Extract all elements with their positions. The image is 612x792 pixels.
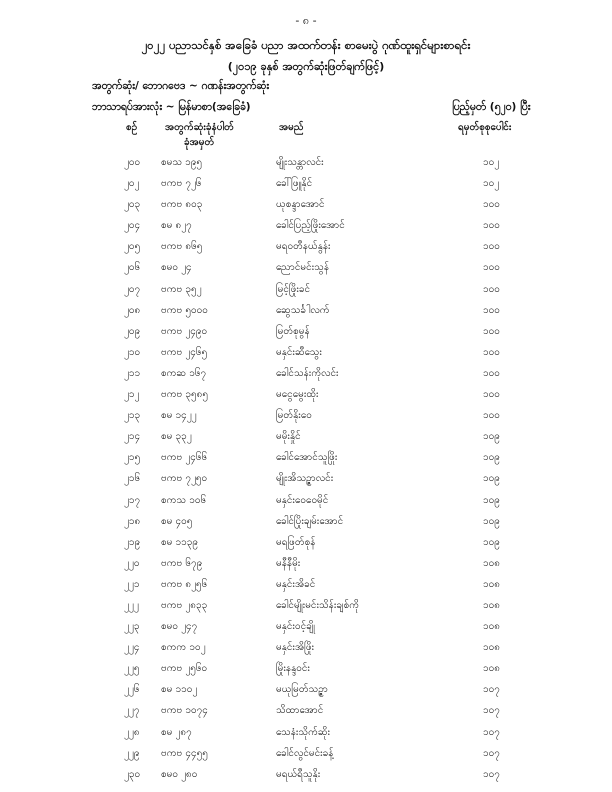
table-row: [0, 661, 612, 682]
serial-no-cell: ၂၂၉: [124, 747, 140, 759]
student-name-cell: မယုမြတ်သဥ္ဇာ: [276, 684, 328, 696]
student-name-cell: ခေါင်ပြည့်ဖြိုးအောင်: [276, 220, 345, 232]
serial-no-cell: ၂၂၃: [124, 621, 140, 633]
marks-cell: ၁၀၀: [483, 325, 500, 337]
table-row: [0, 746, 612, 767]
marks-cell: ၁၀၀: [483, 367, 500, 379]
table-row: [0, 682, 612, 703]
document-subtitle: (၂၀၁၉ ခုနှစ် အတွက်ဆုံးဖြတ်ချက်ဖြင့်): [227, 60, 385, 73]
marks-cell: ၁၀၉: [483, 515, 500, 527]
table-row: [0, 387, 612, 408]
header-roll-number-line2: ခုံအမှတ်: [184, 137, 215, 148]
marks-cell: ၁၀၈: [483, 621, 500, 633]
marks-cell: ၁၀၉: [483, 431, 500, 443]
roll-number-cell: ဗကဗ ၃၅၂: [161, 283, 202, 295]
student-name-cell: မရဖြတ်စုန်: [276, 536, 316, 548]
student-name-cell: မနှင်းအိဖြိုး: [276, 642, 315, 654]
student-name-cell: ခေါင်အောင်သူဖြိုး: [276, 452, 338, 464]
table-row: [0, 366, 612, 387]
roll-number-cell: စမ ၃၃၂: [161, 431, 192, 443]
roll-number-cell: ဗကဗ ၆၇၉: [161, 557, 203, 569]
roll-number-cell: ဗကဗ ၂၅၆၀: [161, 663, 208, 675]
table-row: [0, 282, 612, 303]
full-mark-label: ပြည့်မှတ် (၅၂၀) ပြီး: [452, 101, 531, 113]
student-name-cell: မနှင်းဝင့်ချို: [276, 621, 315, 633]
serial-no-cell: ၂၀၃: [124, 199, 141, 211]
table-row: [0, 239, 612, 260]
serial-no-cell: ၂၂၀: [124, 557, 140, 569]
table-row: [0, 577, 612, 598]
student-name-cell: မမိုးနှိုင်: [276, 431, 301, 443]
serial-no-cell: ၂၂၄: [124, 642, 140, 654]
student-name-cell: ခေါင်ပြိုးချမ်းအောင်: [276, 515, 344, 527]
student-name-cell: မြတ်စုမွန်: [276, 325, 310, 337]
student-name-cell: ခေါင်လွင်မင်းခန့်: [276, 747, 334, 759]
marks-cell: ၁၀၀: [483, 346, 500, 358]
header-total-marks: ရမှတ်စုစုပေါင်း: [458, 122, 512, 133]
serial-no-cell: ၂၂၂: [124, 599, 139, 611]
serial-no-cell: ၂၀၂: [124, 178, 140, 190]
roll-number-cell: ဗကဗ ၁၀၇၄: [161, 705, 208, 717]
serial-no-cell: ၂၁၆: [124, 473, 141, 485]
student-name-cell: သေနံးသိုက်ဆိုး: [276, 726, 331, 738]
student-name-cell: မြင့်ဖြိုးခင်: [276, 283, 311, 295]
table-row: [0, 197, 612, 218]
marks-cell: ၁၀၈: [483, 557, 500, 569]
student-name-cell: ခေါင်သန်းကိုလင်း: [276, 367, 339, 379]
marks-cell: ၁၀၇: [483, 705, 500, 717]
serial-no-cell: ၂၁၃: [124, 410, 141, 422]
student-name-cell: မနှင်းအိခင်: [276, 578, 316, 590]
roll-number-cell: ဗကဗ ၈၀၃: [161, 199, 203, 211]
marks-cell: ၁၀၀: [483, 389, 500, 401]
roll-number-cell: စမ ၁၁၀၂: [161, 684, 198, 696]
roll-number-cell: စမ ၄၀၅: [161, 515, 193, 527]
roll-number-cell: ဗကဗ ၂၄၉၀: [161, 325, 208, 337]
serial-no-cell: ၂၁၄: [124, 431, 141, 443]
roll-number-cell: ဗကဗ ၂၈၃၃: [161, 599, 208, 611]
table-row: [0, 725, 612, 746]
marks-cell: ၁၀၀: [483, 283, 500, 295]
marks-cell: ၁၀၀: [483, 304, 500, 316]
roll-number-cell: စကသ ၁၀၆: [161, 494, 207, 506]
serial-no-cell: ၂၁၉: [124, 536, 141, 548]
table-row: [0, 619, 612, 640]
roll-number-cell: စမဝ ၂၄၇: [161, 621, 198, 633]
serial-no-cell: ၂၀၇: [124, 283, 141, 295]
student-name-cell: မနှင်းဆီသွေး: [276, 346, 322, 358]
student-name-cell: ခေါင်မျိုးမင်းသိန်းချစ်ကို: [276, 599, 360, 611]
roll-number-cell: ဗကဗ ၃၅၈၅: [161, 389, 208, 401]
roll-number-cell: စမ ၂၈၇: [161, 726, 192, 738]
table-row: [0, 767, 612, 788]
student-name-cell: မြတ်နိုးဝေ: [276, 410, 312, 422]
marks-cell: ၁၀၈: [483, 599, 500, 611]
header-name: အမည်: [279, 122, 304, 133]
student-name-cell: မငွေမွေးထိုး: [276, 389, 319, 401]
roll-number-cell: စမ ၈၂၇: [161, 220, 192, 232]
table-row: [0, 640, 612, 661]
table-row: [0, 324, 612, 345]
marks-cell: ၁၀၇: [483, 747, 500, 759]
student-name-cell: မနီနီမိုး: [276, 557, 301, 569]
subject-heading: ဘာသာရပ်အားလုံး ~ မြန်မာစာ(အခြေခံ): [92, 101, 251, 113]
student-name-cell: မျိုးအိသဥ္ဇာလင်း: [276, 473, 334, 485]
header-serial-no: စဉ်: [126, 122, 138, 133]
roll-number-cell: စမ ၁၄၂၂: [161, 410, 197, 422]
serial-no-cell: ၂၀၆: [124, 262, 141, 274]
student-name-cell: သိထာအောင်: [276, 705, 324, 717]
serial-no-cell: ၂၁၂: [124, 389, 140, 401]
serial-no-cell: ၂၂၅: [124, 663, 140, 675]
marks-cell: ၁၀၇: [483, 684, 500, 696]
marks-cell: ၁၀၀: [483, 241, 500, 253]
marks-cell: ၁၀၇: [483, 768, 500, 780]
table-row: [0, 703, 612, 724]
roll-number-cell: ဗကဗ ၈၂၅၆: [161, 578, 208, 590]
roll-number-cell: စမသ ၁၉၅: [161, 157, 203, 168]
table-row: [0, 345, 612, 366]
serial-no-cell: ၂၃၀: [124, 768, 141, 780]
roll-number-cell: ဗကဗ ၂၄၆၅: [161, 346, 208, 358]
marks-cell: ၁၀၇: [483, 726, 500, 738]
marks-cell: ၁၀၉: [483, 536, 500, 548]
roll-number-cell: စမ ၁၁၃၉: [161, 536, 199, 548]
document-title: ၂၀၂၂ ပညာသင်နှစ် အခြေခံ ပညာ အထက်တန်း စာမေးပွဲ ဂုဏ်ထူးရှင်များစာရင်း: [141, 38, 471, 52]
serial-no-cell: ၂၀၈: [124, 304, 141, 316]
serial-no-cell: ၂၂၁: [124, 578, 140, 590]
serial-no-cell: ၂၁၈: [124, 515, 141, 527]
marks-cell: ၁၀၂: [483, 157, 500, 168]
roll-number-cell: ဗကဗ ၇၂၅၀: [161, 473, 208, 485]
table-row: [0, 218, 612, 239]
table-row: [0, 493, 612, 514]
marks-cell: ၁၀၈: [483, 663, 500, 675]
table-row: [0, 471, 612, 492]
serial-no-cell: ၂၀၀: [124, 157, 141, 168]
serial-no-cell: ၂၁၀: [124, 346, 141, 358]
roll-number-cell: စမဝ ၂၄: [161, 262, 192, 274]
serial-no-cell: ၂၀၉: [124, 325, 141, 337]
serial-no-cell: ၂၂၇: [124, 705, 140, 717]
table-row: [0, 176, 612, 197]
student-name-cell: ညောင်မင်းသွန်: [276, 262, 330, 274]
marks-cell: ၁၀၀: [483, 199, 500, 211]
student-name-cell: မြိုးနန္ဒဝင်း: [276, 663, 310, 675]
roll-number-cell: စကက ၁၀၂: [161, 642, 206, 654]
roll-number-cell: ဗကဗ ၇၂၆: [161, 178, 202, 190]
roll-number-cell: ဗကဗ ၄၄၅၅: [161, 747, 208, 759]
student-name-cell: မရယ်ရီသူနိုး: [276, 768, 321, 780]
table-row: [0, 408, 612, 429]
marks-cell: ၁၀၉: [483, 473, 500, 485]
page-number: - ၈ -: [295, 14, 317, 27]
student-name-cell: ယုစန္ဒာအောင်: [276, 199, 325, 211]
marks-cell: ၁၀၂: [483, 178, 500, 190]
table-row: [0, 429, 612, 450]
table-row: [0, 598, 612, 619]
header-roll-number: အတွက်ဆုံးခုံနံပါတ်: [165, 122, 234, 133]
student-name-cell: မနှင်းဝေဝေမိုင်: [276, 494, 329, 506]
roll-number-cell: စမဝ ၂၈၀: [161, 768, 198, 780]
marks-cell: ၁၀၀: [483, 220, 500, 232]
table-row: [0, 260, 612, 281]
table-row: [0, 556, 612, 577]
table-row: [0, 303, 612, 324]
serial-no-cell: ၂၀၄: [124, 220, 141, 232]
serial-no-cell: ၂၁၇: [124, 494, 141, 506]
marks-cell: ၁၀၈: [483, 578, 500, 590]
roll-number-cell: စကဆ ၁၆၇: [161, 367, 207, 379]
section-heading: အတွက်ဆုံး/ ဘောဂဗေဒ ~ ဂဏန်းအတွက်ဆုံး: [92, 80, 270, 92]
student-name-cell: ခေါ်ဖြူနိုင်: [276, 178, 313, 190]
student-name-cell: မရဝတီနယ်နွန်း: [276, 241, 331, 253]
marks-cell: ၁၀၉: [483, 494, 500, 506]
serial-no-cell: ၂၀၅: [124, 241, 141, 253]
table-row: [0, 155, 612, 176]
serial-no-cell: ၂၂၆: [124, 684, 140, 696]
roll-number-cell: ဗကဗ ၅၀၀၀: [161, 304, 208, 316]
serial-no-cell: ၂၂၈: [124, 726, 140, 738]
roll-number-cell: ဗကဗ ၈၆၅: [161, 241, 203, 253]
table-row: [0, 450, 612, 471]
marks-cell: ၁၀၀: [483, 262, 500, 274]
student-name-cell: မျိုးသန္တာလင်း: [276, 157, 324, 168]
results-table: [0, 155, 612, 788]
marks-cell: ၁၀၀: [483, 410, 500, 422]
serial-no-cell: ၂၁၁: [124, 367, 141, 379]
serial-no-cell: ၂၁၅: [124, 452, 141, 464]
table-row: [0, 535, 612, 556]
table-row: [0, 514, 612, 535]
student-name-cell: ဆွေသင်္ခါလက်: [276, 304, 330, 316]
marks-cell: ၁၀၈: [483, 642, 500, 654]
roll-number-cell: ဗကဗ ၂၄၆၆: [161, 452, 208, 464]
marks-cell: ၁၀၉: [483, 452, 500, 464]
